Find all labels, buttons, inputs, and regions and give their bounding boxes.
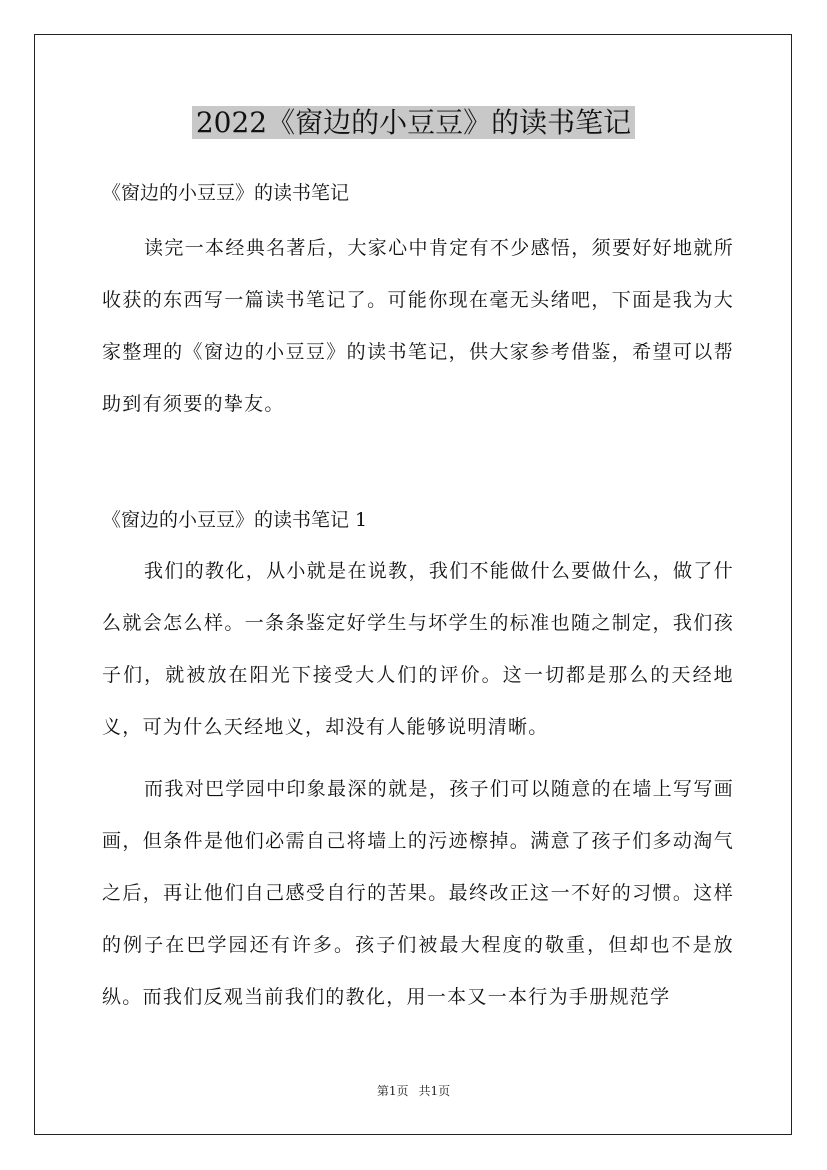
document-title-text: 2022《窗边的小豆豆》的读书笔记	[192, 106, 635, 139]
section-paragraph-1: 我们的教化，从小就是在说教，我们不能做什么要做什么，做了什么就会怎么样。一条条鉴定好学生与坏学生的标准也随之制定，我们孩子们，就被放在阳光下接受大人们的评价。这一切都是那么的天经地义，可为什么天经地义，却没有人能够说明清晰。	[102, 560, 734, 738]
page-footer	[0, 1083, 827, 1099]
section-paragraph-2: 而我对巴学园中印象最深的就是，孩子们可以随意的在墙上写写画画，但条件是他们必需自己将墙上的污迹檫掉。满意了孩子们多动淘气之后，再让他们自己感受自行的苦果。最终改正这一不好的习惯。这样的例子在巴学园还有许多。孩子们被最大程度的敬重，但却也不是放纵。而我们反观当前我们的教化，用一本又一本行为手册规范学	[102, 778, 734, 1008]
document-subtitle: 《窗边的小豆豆》的读书笔记	[102, 182, 350, 204]
page-number: 第1页	[376, 1084, 409, 1098]
section-heading: 《窗边的小豆豆》的读书笔记 1	[102, 509, 368, 531]
page-total: 共1页	[418, 1084, 451, 1098]
intro-paragraph: 读完一本经典名著后，大家心中肯定有不少感悟，须要好好地就所收获的东西写一篇读书笔记了。可能你现在毫无头绪吧，下面是我为大家整理的《窗边的小豆豆》的读书笔记，供大家参考借鉴，希望可以帮助到有须要的挚友。	[102, 237, 734, 415]
document-title	[0, 100, 827, 146]
